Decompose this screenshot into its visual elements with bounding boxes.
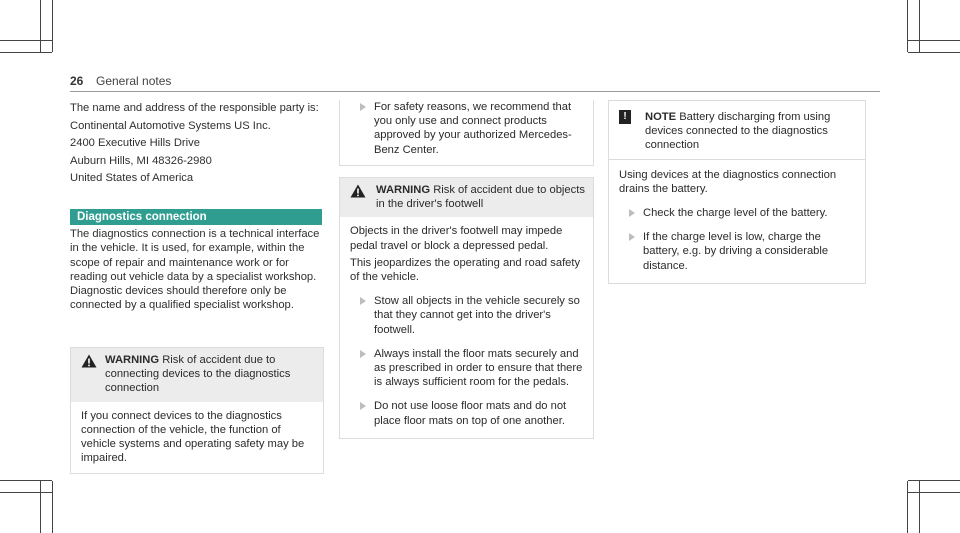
- note-box-battery: [608, 100, 866, 284]
- crop-mark: [919, 0, 920, 52]
- section-title: General notes: [96, 74, 172, 88]
- step-text: Check the charge level of the battery.: [643, 207, 828, 220]
- crop-mark: [907, 481, 908, 533]
- step-text: If the charge level is low, charge the battery, e.g. by driving a considerable distance.: [643, 231, 829, 272]
- crop-mark: [0, 480, 52, 481]
- warning-title: Risk of accident due to connecting devices to the diagnostics connection: [105, 354, 291, 395]
- step-arrow-icon: [360, 103, 366, 111]
- warning-body: [340, 217, 593, 437]
- warning-paragraph: Objects in the driver's footwell may impede pedal travel or block a depressed pedal.: [350, 225, 563, 252]
- note-header: [609, 101, 865, 159]
- step-item: [350, 294, 585, 337]
- crop-mark: [0, 52, 52, 53]
- diagnostics-heading: Diagnostics connection: [70, 209, 322, 225]
- step-arrow-icon: [360, 402, 366, 410]
- address-line: 2400 Executive Hills Drive: [70, 137, 200, 150]
- step-item: [350, 100, 585, 157]
- crop-mark: [0, 40, 52, 41]
- crop-mark: [908, 40, 960, 41]
- step-item: [350, 399, 585, 427]
- note-paragraph: Using devices at the diagnostics connection drains the battery.: [619, 168, 837, 195]
- warning-box-diagnostics: [70, 347, 324, 474]
- crop-mark: [52, 0, 53, 52]
- crop-mark: [0, 492, 52, 493]
- warning-box-footwell: [339, 177, 594, 439]
- note-label: NOTE: [645, 111, 677, 123]
- address-line: United States of America: [70, 172, 194, 185]
- step-arrow-icon: [629, 233, 635, 241]
- address-line: Continental Automotive Systems US Inc.: [70, 119, 271, 132]
- step-item: [350, 347, 585, 390]
- crop-mark: [40, 0, 41, 52]
- step-arrow-icon: [360, 350, 366, 358]
- note-title: Battery discharging from using devices connected to the diagnostics connection: [645, 111, 831, 152]
- warning-label: WARNING: [376, 184, 431, 196]
- warning-triangle-icon: [81, 354, 97, 368]
- warning-header: [340, 178, 593, 217]
- step-text: Stow all objects in the vehicle securely so that they cannot get into the driver's footwell.: [374, 295, 580, 336]
- warning-body: If you connect devices to the diagnostics connection of the vehicle, the function of vehicle systems and operating safety may be impaired.: [81, 409, 305, 465]
- responsible-party-intro: The name and address of the responsible party is:: [70, 102, 319, 114]
- crop-mark: [52, 481, 53, 533]
- crop-mark: [908, 52, 960, 53]
- step-text: Do not use loose floor mats and do not place floor mats on top of one another.: [374, 400, 567, 427]
- warning-paragraph: This jeopardizes the operating and road safety of the vehicle.: [350, 256, 581, 284]
- crop-mark: [907, 0, 908, 52]
- step-text: For safety reasons, we recommend that you only use and connect products approved by your authorized Mercedes-Benz Center.: [374, 101, 572, 156]
- step-arrow-icon: [360, 297, 366, 305]
- step-arrow-icon: [629, 209, 635, 217]
- left-column: [70, 101, 322, 316]
- warning-label: WARNING: [105, 354, 160, 366]
- warning-triangle-icon: [350, 184, 366, 198]
- note-exclamation-icon: !: [619, 110, 631, 124]
- crop-mark: [908, 492, 960, 493]
- address-line: Auburn Hills, MI 48326-2980: [70, 154, 212, 167]
- warning-title: Risk of accident due to objects in the driver's footwell: [376, 184, 585, 211]
- note-body: [609, 160, 865, 283]
- step-item: [619, 230, 857, 273]
- header-rule: [70, 91, 880, 92]
- page-number: 26: [70, 74, 84, 88]
- crop-mark: [908, 480, 960, 481]
- recommendation-box: [339, 100, 594, 166]
- step-text: Always install the floor mats securely and as prescribed in order to ensure that there is always sufficient room for the pedals.: [374, 347, 583, 389]
- diagnostics-text: The diagnostics connection is a technical interface in the vehicle. It is used, for example, within the scope of repair and maintenance work or for reading out vehicle data by a specialist workshop. Diagnostic devices should therefore only be connected by a qualified specialist workshop.: [70, 227, 320, 312]
- step-item: [619, 206, 857, 220]
- crop-mark: [40, 481, 41, 533]
- warning-header: [71, 348, 323, 402]
- crop-mark: [919, 481, 920, 533]
